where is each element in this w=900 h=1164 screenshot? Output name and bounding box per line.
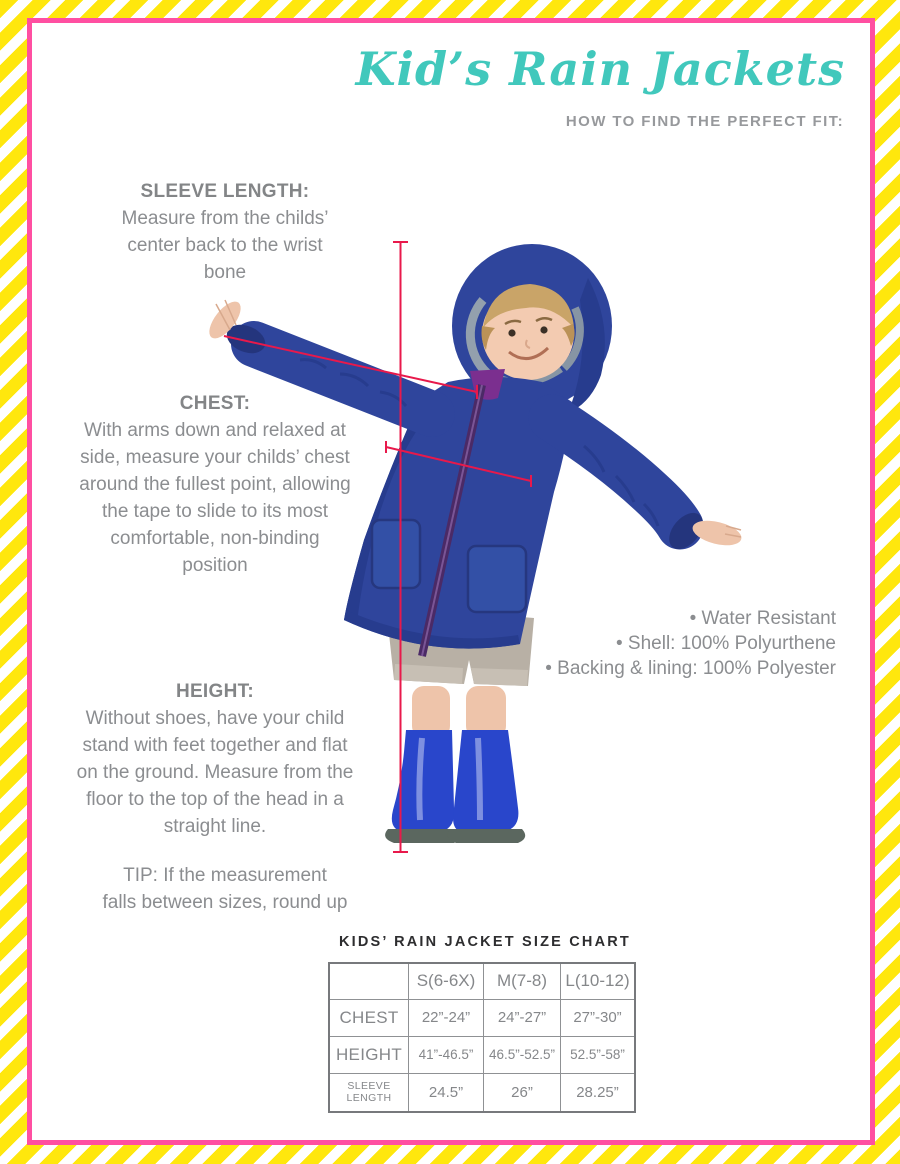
tip-text xyxy=(75,862,375,916)
section-heading: SLEEVE LENGTH: xyxy=(140,181,310,202)
feature-list xyxy=(545,606,836,681)
size-cell: 27”-30” xyxy=(561,999,636,1036)
section-line: center back to the wrist xyxy=(127,235,323,256)
section-line: side, measure your childs’ chest xyxy=(80,447,350,468)
size-cell: 41”-46.5” xyxy=(409,1036,484,1073)
rain-boots xyxy=(385,730,525,843)
section-line: Measure from the childs’ xyxy=(121,208,329,229)
section-heading: HEIGHT: xyxy=(175,681,255,702)
section-chest xyxy=(45,390,385,579)
table-row xyxy=(329,999,635,1036)
column-header: L(10-12) xyxy=(561,963,636,999)
feature-item: • Shell: 100% Polyurthene xyxy=(615,633,836,654)
column-header xyxy=(329,963,409,999)
page-subtitle: HOW TO FIND THE PERFECT FIT: xyxy=(565,113,844,130)
size-cell: 26” xyxy=(484,1073,561,1112)
section-line: Without shoes, have your child xyxy=(85,708,345,729)
size-cell: 24.5” xyxy=(409,1073,484,1112)
section-heading: CHEST: xyxy=(179,393,251,414)
size-cell: 28.25” xyxy=(561,1073,636,1112)
table-row xyxy=(329,1036,635,1073)
section-sleeve-length xyxy=(75,178,375,286)
section-height xyxy=(45,678,385,840)
tip-line: TIP: If the measurement xyxy=(123,865,327,886)
table-row xyxy=(329,1073,635,1112)
size-cell: 52.5”-58” xyxy=(561,1036,636,1073)
section-line: the tape to slide to its most xyxy=(101,501,328,522)
feature-item: • Backing & lining: 100% Polyester xyxy=(545,658,836,679)
row-label: HEIGHT xyxy=(329,1036,409,1073)
section-line: bone xyxy=(203,262,247,283)
section-line: floor to the top of the head in a xyxy=(86,789,344,810)
column-header: M(7-8) xyxy=(484,963,561,999)
table-header-row xyxy=(329,963,635,999)
section-line: straight line. xyxy=(163,816,267,837)
pocket xyxy=(468,546,526,612)
page-title: Kid’s Rain Jackets xyxy=(355,42,845,96)
section-line: stand with feet together and flat xyxy=(82,735,348,756)
section-line: on the ground. Measure from the xyxy=(76,762,354,783)
size-chart-title: KIDS’ RAIN JACKET SIZE CHART xyxy=(338,934,631,950)
section-line: position xyxy=(182,555,248,576)
section-line: around the fullest point, allowing xyxy=(79,474,351,495)
feature-item: • Water Resistant xyxy=(689,608,836,629)
size-cell: 22”-24” xyxy=(409,999,484,1036)
size-cell: 24”-27” xyxy=(484,999,561,1036)
column-header: S(6-6X) xyxy=(409,963,484,999)
tip-line: falls between sizes, round up xyxy=(102,892,348,913)
row-label: SLEEVE LENGTH xyxy=(329,1073,409,1112)
size-cell: 46.5”-52.5” xyxy=(484,1036,561,1073)
row-label: CHEST xyxy=(329,999,409,1036)
section-line: comfortable, non-binding xyxy=(110,528,320,549)
size-chart-table xyxy=(328,962,636,1113)
section-line: With arms down and relaxed at xyxy=(84,420,346,441)
